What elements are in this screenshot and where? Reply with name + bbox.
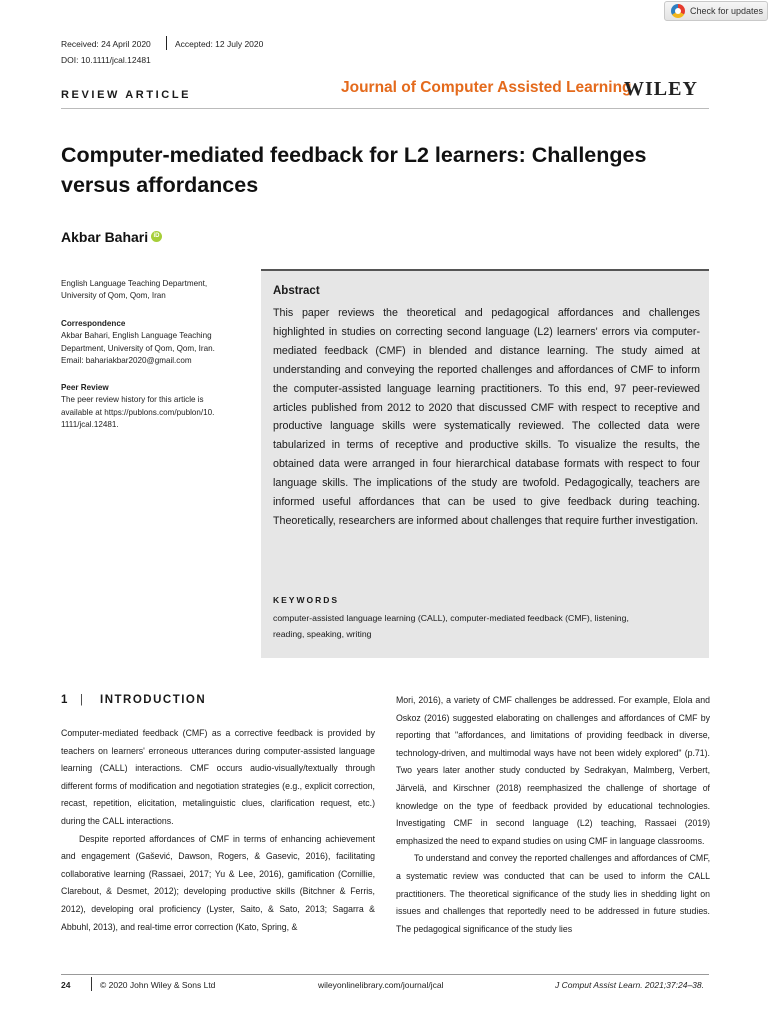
check-for-updates-button[interactable] bbox=[664, 1, 768, 21]
crossmark-icon bbox=[671, 4, 685, 18]
footer-divider bbox=[61, 974, 709, 975]
accepted-date: Accepted: 12 July 2020 bbox=[175, 39, 264, 49]
peer-review-link[interactable]: available at https://publons.com/publon/10. bbox=[61, 407, 215, 417]
abstract-heading: Abstract bbox=[273, 285, 320, 297]
check-for-updates-label: Check for updates bbox=[690, 6, 764, 16]
header-separator bbox=[166, 36, 167, 50]
abstract-text: This paper reviews the theoretical and pedagogical affordances and challenges highlighted in studies on correcting second language (L2) learners' errors via computer-mediated feedback (CMF) in blended and distance learning. The study aimed at understanding and conveying the reported challenges and affordances of CMF to inform the computer-assisted language learning practitioners. To this end, 97 peer-reviewed articles published from 2012 to 2020 that discussed CMF with respect to receptive and productive language skills were systematically reviewed. The collected data were tabularized in terms of receptive and productive skills. To visualize the results, the obtained data were arranged in four hierarchical database formats with respect to four language skills. The implications of the study are twofold. Pedagogically, teachers are informed useful affordances that can be used to give feedback during teaching. Theoretically, researchers are informed about challenges that require further investigation. bbox=[273, 307, 700, 527]
correspondence-line: Department, University of Qom, Qom, Iran. bbox=[61, 343, 215, 353]
correspondence-line: Akbar Bahari, English Language Teaching bbox=[61, 331, 212, 341]
keywords-line: computer-assisted language learning (CALL), computer-mediated feedback (CMF), listening, bbox=[273, 613, 629, 623]
peer-review-line: The peer review history for this article is bbox=[61, 395, 204, 405]
keywords-line: reading, speaking, writing bbox=[273, 629, 372, 640]
affiliation-line: English Language Teaching Department, bbox=[61, 279, 208, 288]
article-title bbox=[61, 140, 701, 200]
affiliation-line: University of Qom, Qom, Iran bbox=[61, 291, 166, 301]
section-title: INTRODUCTION bbox=[100, 694, 207, 706]
journal-url[interactable]: wileyonlinelibrary.com/journal/jcal bbox=[318, 980, 444, 990]
page-number: 24 bbox=[61, 980, 71, 990]
header-divider bbox=[61, 108, 709, 109]
peer-review-link[interactable]: 1111/jcal.12481. bbox=[61, 420, 119, 430]
copyright: © 2020 John Wiley & Sons Ltd bbox=[100, 980, 216, 990]
title-line: Computer-mediated feedback for L2 learners: Challenges bbox=[61, 143, 647, 167]
publisher-logo: WILEY bbox=[624, 78, 698, 100]
article-type: REVIEW ARTICLE bbox=[61, 89, 192, 101]
keywords-list bbox=[273, 610, 693, 643]
citation: J Comput Assist Learn. 2021;37:24–38. bbox=[555, 980, 704, 990]
right-column bbox=[396, 692, 710, 938]
received-date: Received: 24 April 2020 bbox=[61, 39, 151, 49]
peer-review-heading: Peer Review bbox=[61, 383, 109, 392]
title-line: versus affordances bbox=[61, 173, 259, 197]
journal-name: Journal of Computer Assisted Learning bbox=[341, 79, 632, 96]
body-paragraph: Despite reported affordances of CMF in terms of enhancing achievement and engagement (Gašević, Dawson, Rogers, & Gasevic, 2016), facilitating collaborative learning (Rassaei, 2017; Yu & Lee, 2016), gamification (Cornillie, Clarebout, & Desmet, 2012); developing productive skills (Bitchner & Ferris, 2012), developing oral proficiency (Lyster, Saito, & Sato, 2013; Sagarra & Abbuhl, 2013), and real-time error correction (Kato, Spring, & bbox=[61, 833, 375, 932]
footer-separator bbox=[91, 977, 92, 991]
body-paragraph: Mori, 2016), a variety of CMF challenges be addressed. For example, Elola and Oskoz (2016) suggested elaborating on challenges and affordances of CMF by reporting that "affordances, and limitations of providing feedback in diverse, technology-driven, and multimodal ways have not been widely explored" (p.71). Two years later another study conducted by Sedrakyan, Malmberg, Verbert, Järvelä, and Kirschner (2018) reemphasized the challenge of shortage of knowledge on the type of feedback provided by educational technologies. Investigating CMF in second language (L2) teaching, Rassaei (2019) emphasized the need to expand studies on using CMF in language classrooms. bbox=[396, 695, 710, 846]
author-name[interactable]: Akbar Bahari bbox=[61, 229, 149, 245]
correspondence bbox=[61, 318, 246, 368]
left-column bbox=[61, 725, 375, 936]
peer-review bbox=[61, 382, 246, 432]
doi[interactable]: DOI: 10.1111/jcal.12481 bbox=[61, 55, 151, 65]
correspondence-email[interactable]: Email: bahariakbar2020@gmail.com bbox=[61, 356, 192, 366]
body-paragraph: To understand and convey the reported challenges and affordances of CMF, a systematic review was conducted that can be used to inform the CALL practitioners. The theoretical significance of the study lies in shedding light on issues and challenges that reportedly need to be addressed in future studies. The pedagogical significance of the study lies bbox=[396, 853, 710, 934]
section-separator: | bbox=[80, 694, 83, 706]
section-number: 1 bbox=[61, 694, 68, 706]
correspondence-heading: Correspondence bbox=[61, 319, 126, 328]
affiliation bbox=[61, 278, 246, 303]
orcid-icon[interactable]: iD bbox=[151, 231, 162, 242]
keywords-heading: KEYWORDS bbox=[273, 595, 340, 605]
body-paragraph: Computer-mediated feedback (CMF) as a corrective feedback is provided by teachers on learners' erroneous utterances during computer-assisted language learning (CALL) interactions. CMF occurs audio-visually/textually through different forms of modification and negotiation strategies (e.g., explicit correction, recast, repetition, elicitation, metalinguistic clues, clarification request, etc.) during the CALL interactions. bbox=[61, 728, 375, 826]
